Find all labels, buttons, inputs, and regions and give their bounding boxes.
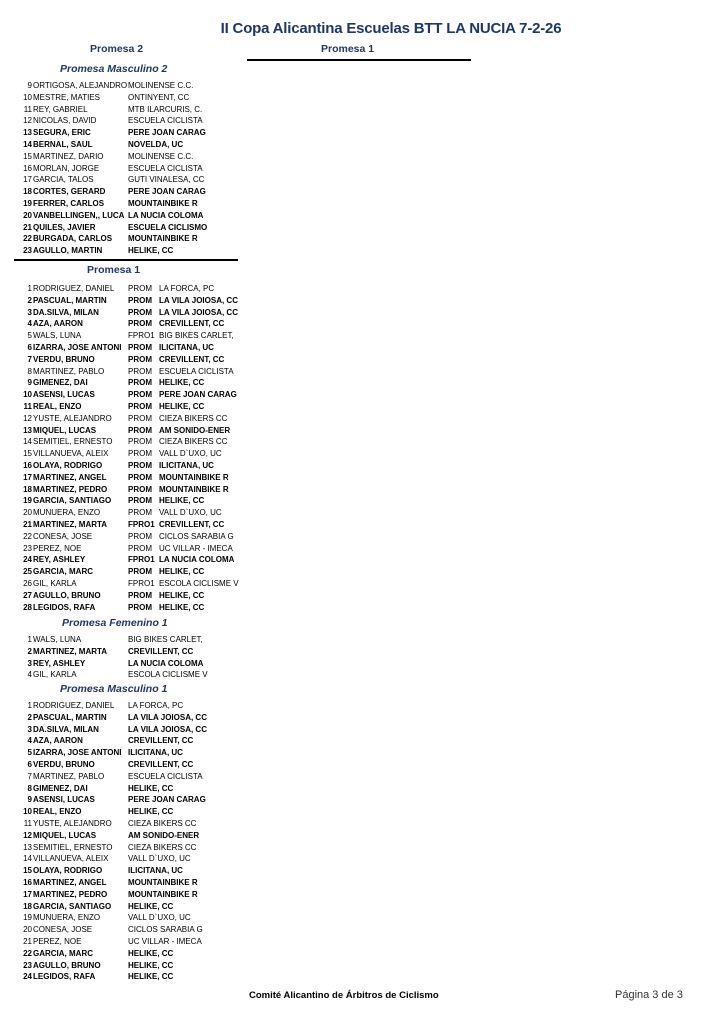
rider-name-cell: QUILES, JAVIER	[33, 222, 96, 232]
position-cell: 1	[27, 701, 32, 710]
position-cell: 12	[23, 116, 32, 126]
team-cell: CIEZA BIKERS CC	[159, 437, 228, 447]
category-cell: PROM	[128, 484, 152, 494]
rider-name-cell: REAL, ENZO	[33, 401, 82, 411]
rider-name-cell: PEREZ, NOE	[33, 543, 82, 553]
position-cell: 7	[27, 354, 32, 364]
position-cell: 18	[23, 187, 32, 197]
rider-name-cell: MARTINEZ, MARTA	[33, 646, 108, 656]
team-cell: AM SONIDO-ENER	[159, 425, 231, 435]
team-cell: CREVILLENT, CC	[128, 646, 194, 656]
team-cell: BIG BIKES CARLET,	[159, 331, 234, 341]
rider-name-cell: PASCUAL, MARTIN	[33, 295, 107, 305]
position-cell: 2	[27, 712, 32, 722]
rider-name-cell: REY, GABRIEL	[33, 104, 88, 114]
position-cell: 4	[27, 319, 32, 329]
team-cell: HELIKE, CC	[128, 960, 174, 970]
position-cell: 10	[23, 390, 32, 400]
category-cell: PROM	[128, 319, 152, 329]
position-cell: 19	[23, 496, 32, 506]
team-cell: UC VILLAR - IMECA	[128, 936, 202, 946]
rider-name-cell: MUNUERA, ENZO	[33, 913, 101, 923]
rider-name-cell: CONESA, JOSE	[33, 925, 93, 935]
position-cell: 22	[23, 531, 32, 541]
team-cell: HELIKE, CC	[159, 590, 205, 600]
rider-name-cell: MESTRE, MATIES	[33, 92, 100, 102]
category-cell: PROM	[128, 496, 152, 506]
category-cell: FPRO1	[128, 331, 155, 341]
team-cell: HELIKE, CC	[128, 807, 174, 817]
position-cell: 15	[23, 866, 32, 876]
position-cell: 5	[27, 331, 32, 341]
position-cell: 3	[27, 307, 32, 317]
category-cell: PROM	[128, 413, 152, 423]
category-cell: PROM	[128, 284, 152, 293]
category-cell: PROM	[128, 295, 152, 305]
rider-name-cell: GARCIA, SANTIAGO	[33, 901, 112, 911]
rider-name-cell: VILLANUEVA, ALEIX	[33, 854, 109, 864]
team-cell: HELIKE, CC	[159, 401, 205, 411]
rider-name-cell: GIL, KARLA	[33, 578, 77, 588]
position-cell: 1	[27, 635, 32, 644]
position-cell: 27	[23, 590, 32, 600]
page-title: II Copa Alicantina Escuelas BTT LA NUCIA 7-2-26	[220, 20, 562, 37]
team-cell: CREVILLENT, CC	[159, 519, 225, 529]
category-cell: PROM	[128, 602, 152, 612]
team-cell: VALL D`UXO, UC	[128, 913, 191, 923]
team-cell: GUTI VINALESA, CC	[128, 175, 205, 185]
team-cell: MOLINENSE C.C.	[128, 81, 194, 90]
team-cell: NOVELDA, UC	[128, 139, 184, 149]
rider-name-cell: ASENSI, LUCAS	[33, 795, 95, 805]
position-cell: 5	[27, 748, 32, 758]
team-cell: PERE JOAN CARAG	[159, 390, 237, 400]
position-cell: 24	[23, 972, 32, 982]
position-cell: 23	[23, 246, 32, 256]
section-title-promesa-1: Promesa 1	[87, 264, 141, 276]
category-cell: PROM	[128, 543, 152, 553]
page-number: Página 3 de 3	[615, 989, 683, 1001]
position-cell: 23	[23, 543, 32, 553]
category-cell: PROM	[128, 378, 152, 388]
category-cell: FPRO1	[128, 555, 155, 565]
position-cell: 17	[23, 175, 32, 185]
team-cell: LA FORCA, PC	[159, 284, 215, 293]
rider-name-cell: AGULLO, BRUNO	[33, 590, 101, 600]
position-cell: 9	[27, 81, 32, 90]
position-cell: 13	[23, 128, 32, 138]
rider-name-cell: RODRIGUEZ, DANIEL	[33, 701, 115, 710]
section-title-promesa-masculino-2: Promesa Masculino 2	[60, 63, 168, 75]
position-cell: 3	[27, 724, 32, 734]
team-cell: ONTINYENT, CC	[128, 92, 190, 102]
column-header-promesa-1: Promesa 1	[321, 43, 375, 55]
position-cell: 4	[27, 736, 32, 746]
position-cell: 12	[23, 413, 32, 423]
category-cell: PROM	[128, 366, 152, 376]
position-cell: 14	[23, 854, 32, 864]
team-cell: HELIKE, CC	[128, 948, 174, 958]
rider-name-cell: CORTES, GERARD	[33, 187, 106, 197]
rider-name-cell: AZA, AARON	[33, 319, 83, 329]
position-cell: 16	[23, 877, 32, 887]
rider-name-cell: SEGURA, ERIC	[33, 128, 91, 138]
rider-name-cell: REY, ASHLEY	[33, 658, 86, 668]
category-cell: PROM	[128, 472, 152, 482]
position-cell: 18	[23, 901, 32, 911]
rider-name-cell: GARCIA, TALOS	[33, 175, 94, 185]
rider-name-cell: MARTINEZ, PEDRO	[33, 889, 108, 899]
position-cell: 21	[23, 936, 32, 946]
team-cell: LA VILA JOIOSA, CC	[159, 295, 238, 305]
rider-name-cell: SEMITIEL, ERNESTO	[33, 842, 113, 852]
rider-name-cell: AGULLO, BRUNO	[33, 960, 101, 970]
position-cell: 23	[23, 960, 32, 970]
team-cell: ESCUELA CICLISTA	[128, 116, 203, 126]
team-cell: CICLOS SARABIA G	[159, 531, 234, 541]
rider-name-cell: ASENSI, LUCAS	[33, 390, 95, 400]
category-cell: PROM	[128, 460, 152, 470]
position-cell: 9	[27, 795, 32, 805]
team-cell: HELIKE, CC	[128, 246, 174, 256]
position-cell: 9	[27, 378, 32, 388]
section-title-promesa-masculino-1: Promesa Masculino 1	[60, 683, 168, 695]
rider-name-cell: WALS, LUNA	[33, 635, 82, 644]
team-cell: PERE JOAN CARAG	[128, 795, 206, 805]
rider-name-cell: IZARRA, JOSE ANTONI	[33, 342, 122, 352]
rider-name-cell: LEGIDOS, RAFA	[33, 972, 96, 982]
position-cell: 18	[23, 484, 32, 494]
rider-name-cell: VERDU, BRUNO	[33, 354, 95, 364]
position-cell: 20	[23, 210, 32, 220]
team-cell: LA FORCA, PC	[128, 701, 184, 710]
team-cell: LA VILA JOIOSA, CC	[128, 724, 207, 734]
position-cell: 21	[23, 222, 32, 232]
rider-name-cell: VANBELLINGEN,, LUCA	[33, 210, 125, 220]
team-cell: PERE JOAN CARAG	[128, 128, 206, 138]
rider-name-cell: GARCIA, MARC	[33, 948, 93, 958]
team-cell: LA VILA JOIOSA, CC	[128, 712, 207, 722]
position-cell: 24	[23, 555, 32, 565]
team-cell: UC VILLAR - IMECA	[159, 543, 233, 553]
position-cell: 11	[23, 104, 32, 114]
rider-name-cell: MARTINEZ, PEDRO	[33, 484, 108, 494]
position-cell: 8	[27, 366, 32, 376]
team-cell: CREVILLENT, CC	[159, 354, 225, 364]
rider-name-cell: MARTINEZ, MARTA	[33, 519, 108, 529]
position-cell: 12	[23, 830, 32, 840]
rider-name-cell: BERNAL, SAUL	[33, 139, 93, 149]
team-cell: MOUNTAINBIKE R	[159, 484, 229, 494]
team-cell: MOUNTAINBIKE R	[128, 889, 198, 899]
position-cell: 13	[23, 425, 32, 435]
team-cell: LA VILA JOIOSA, CC	[159, 307, 238, 317]
category-cell: PROM	[128, 437, 152, 447]
team-cell: HELIKE, CC	[159, 567, 205, 577]
rider-name-cell: PASCUAL, MARTIN	[33, 712, 107, 722]
rider-name-cell: MARTINEZ, ANGEL	[33, 877, 107, 887]
team-cell: HELIKE, CC	[128, 901, 174, 911]
category-cell: PROM	[128, 449, 152, 459]
rider-name-cell: OLAYA, RODRIGO	[33, 460, 103, 470]
team-cell: HELIKE, CC	[159, 496, 205, 506]
position-cell: 11	[23, 401, 32, 411]
category-cell: PROM	[128, 567, 152, 577]
rider-name-cell: IZARRA, JOSE ANTONI	[33, 748, 122, 758]
team-cell: VALL D`UXO, UC	[128, 854, 191, 864]
position-cell: 10	[23, 807, 32, 817]
team-cell: ESCUELA CICLISTA	[128, 163, 203, 173]
position-cell: 14	[23, 139, 32, 149]
rider-name-cell: NICOLAS, DAVID	[33, 116, 97, 126]
rider-name-cell: MIQUEL, LUCAS	[33, 830, 97, 840]
rider-name-cell: DA.SILVA, MILAN	[33, 307, 99, 317]
team-cell: ILICITANA, UC	[128, 866, 183, 876]
team-cell: MTB ILARCURIS, C.	[128, 104, 203, 114]
team-cell: VALL D`UXO, UC	[159, 508, 222, 518]
rider-name-cell: MARTINEZ, PABLO	[33, 771, 105, 781]
position-cell: 10	[23, 92, 32, 102]
rider-name-cell: GIL, KARLA	[33, 670, 77, 680]
category-cell: PROM	[128, 307, 152, 317]
team-cell: ESCUELA CICLISTA	[159, 366, 234, 376]
category-cell: PROM	[128, 342, 152, 352]
rider-name-cell: YUSTE, ALEJANDRO	[33, 818, 112, 828]
team-cell: CREVILLENT, CC	[128, 759, 194, 769]
rider-name-cell: AZA, AARON	[33, 736, 83, 746]
category-cell: PROM	[128, 354, 152, 364]
category-cell: PROM	[128, 590, 152, 600]
rider-name-cell: GARCIA, MARC	[33, 567, 93, 577]
rider-name-cell: MARTINEZ, DARIO	[33, 151, 104, 161]
team-cell: ILICITANA, UC	[159, 342, 214, 352]
team-cell: CREVILLENT, CC	[128, 736, 194, 746]
position-cell: 28	[23, 602, 32, 612]
team-cell: MOUNTAINBIKE R	[128, 198, 198, 208]
team-cell: MOLINENSE C.C.	[128, 151, 194, 161]
position-cell: 3	[27, 658, 32, 668]
rider-name-cell: CONESA, JOSE	[33, 531, 93, 541]
position-cell: 13	[23, 842, 32, 852]
team-cell: MOUNTAINBIKE R	[159, 472, 229, 482]
rider-name-cell: GIMENEZ, DAI	[33, 378, 88, 388]
rider-name-cell: DA.SILVA, MILAN	[33, 724, 99, 734]
rider-name-cell: REY, ASHLEY	[33, 555, 86, 565]
rider-name-cell: SEMITIEL, ERNESTO	[33, 437, 113, 447]
rider-name-cell: MIQUEL, LUCAS	[33, 425, 97, 435]
rider-name-cell: YUSTE, ALEJANDRO	[33, 413, 112, 423]
team-cell: ESCOLA CICLISME V	[128, 670, 208, 680]
position-cell: 7	[27, 771, 32, 781]
team-cell: CICLOS SARABIA G	[128, 925, 203, 935]
position-cell: 2	[27, 295, 32, 305]
position-cell: 4	[27, 670, 32, 680]
category-cell: PROM	[128, 425, 152, 435]
team-cell: HELIKE, CC	[159, 378, 205, 388]
column-header-promesa-2: Promesa 2	[90, 43, 144, 55]
section-divider	[14, 259, 238, 261]
position-cell: 8	[27, 783, 32, 793]
position-cell: 22	[23, 234, 32, 244]
position-cell: 19	[23, 913, 32, 923]
position-cell: 6	[27, 759, 32, 769]
category-cell: PROM	[128, 508, 152, 518]
position-cell: 26	[23, 578, 32, 588]
team-cell: AM SONIDO-ENER	[128, 830, 200, 840]
category-cell: PROM	[128, 390, 152, 400]
team-cell: HELIKE, CC	[159, 602, 205, 612]
team-cell: LA NUCIA COLOMA	[159, 555, 235, 565]
rider-name-cell: FERRER, CARLOS	[33, 198, 105, 208]
position-cell: 14	[23, 437, 32, 447]
team-cell: PERE JOAN CARAG	[128, 187, 206, 197]
team-cell: VALL D`UXO, UC	[159, 449, 222, 459]
rider-name-cell: REAL, ENZO	[33, 807, 82, 817]
category-cell: PROM	[128, 531, 152, 541]
rider-name-cell: BURGADA, CARLOS	[33, 234, 113, 244]
rider-name-cell: MARTINEZ, PABLO	[33, 366, 105, 376]
team-cell: LA NUCIA COLOMA	[128, 210, 204, 220]
team-cell: HELIKE, CC	[128, 783, 174, 793]
position-cell: 17	[23, 889, 32, 899]
position-cell: 15	[23, 151, 32, 161]
position-cell: 20	[23, 925, 32, 935]
position-cell: 25	[23, 567, 32, 577]
rider-name-cell: WALS, LUNA	[33, 331, 82, 341]
team-cell: ILICITANA, UC	[159, 460, 214, 470]
team-cell: CIEZA BIKERS CC	[128, 842, 197, 852]
rider-name-cell: VILLANUEVA, ALEIX	[33, 449, 109, 459]
position-cell: 1	[27, 284, 32, 293]
team-cell: LA NUCIA COLOMA	[128, 658, 204, 668]
position-cell: 16	[23, 163, 32, 173]
team-cell: ESCOLA CICLISME V	[159, 578, 239, 588]
team-cell: ILICITANA, UC	[128, 748, 183, 758]
team-cell: CIEZA BIKERS CC	[159, 413, 228, 423]
team-cell: MOUNTAINBIKE R	[128, 234, 198, 244]
rider-name-cell: LEGIDOS, RAFA	[33, 602, 96, 612]
position-cell: 6	[27, 342, 32, 352]
rider-name-cell: PEREZ, NOE	[33, 936, 82, 946]
section-title-promesa-femenino-1: Promesa Femenino 1	[62, 617, 168, 629]
rider-name-cell: MUNUERA, ENZO	[33, 508, 101, 518]
team-cell: ESCUELA CICLISMO	[128, 222, 208, 232]
category-cell: FPRO1	[128, 519, 155, 529]
rider-name-cell: MARTINEZ, ANGEL	[33, 472, 107, 482]
team-cell: CREVILLENT, CC	[159, 319, 225, 329]
position-cell: 20	[23, 508, 32, 518]
rider-name-cell: GARCIA, SANTIAGO	[33, 496, 112, 506]
category-cell: FPRO1	[128, 578, 155, 588]
header-divider	[247, 59, 471, 61]
rider-name-cell: ORTIGOSA, ALEJANDRO	[33, 81, 128, 90]
position-cell: 21	[23, 519, 32, 529]
team-cell: CIEZA BIKERS CC	[128, 818, 197, 828]
position-cell: 11	[23, 818, 32, 828]
footer-organization: Comité Alicantino de Árbitros de Ciclismo	[249, 990, 439, 1001]
rider-name-cell: RODRIGUEZ, DANIEL	[33, 284, 115, 293]
position-cell: 22	[23, 948, 32, 958]
rider-name-cell: AGULLO, MARTIN	[33, 246, 103, 256]
team-cell: HELIKE, CC	[128, 972, 174, 982]
position-cell: 17	[23, 472, 32, 482]
rider-name-cell: OLAYA, RODRIGO	[33, 866, 103, 876]
team-cell: ESCUELA CICLISTA	[128, 771, 203, 781]
rider-name-cell: MORLAN, JORGE	[33, 163, 100, 173]
rider-name-cell: VERDU, BRUNO	[33, 759, 95, 769]
team-cell: BIG BIKES CARLET,	[128, 635, 203, 644]
position-cell: 15	[23, 449, 32, 459]
position-cell: 2	[27, 646, 32, 656]
team-cell: MOUNTAINBIKE R	[128, 877, 198, 887]
category-cell: PROM	[128, 401, 152, 411]
position-cell: 19	[23, 198, 32, 208]
position-cell: 16	[23, 460, 32, 470]
rider-name-cell: GIMENEZ, DAI	[33, 783, 88, 793]
